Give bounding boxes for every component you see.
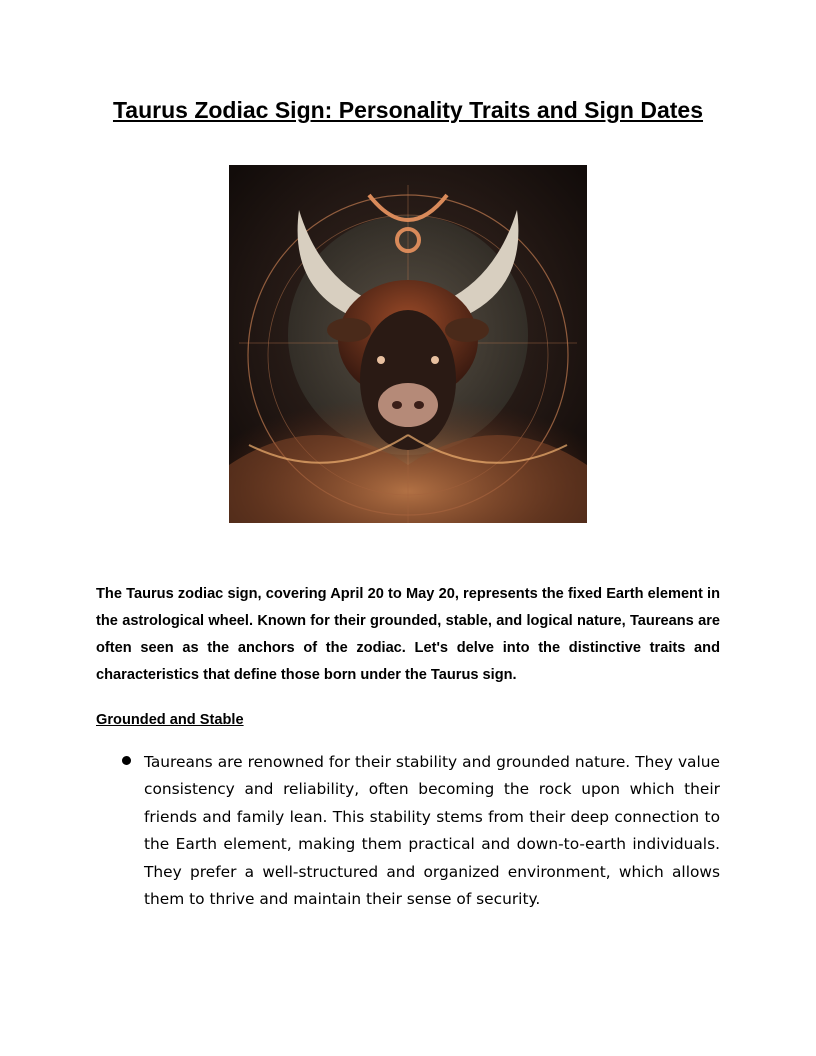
bullet-list [96,749,720,913]
list-item [96,749,720,913]
section-heading: Grounded and Stable [96,712,244,728]
bullet-icon [122,756,131,765]
taurus-bull-image [229,165,587,523]
bullet-text: Taureans are renowned for their stability and grounded nature. They value consistency and reliability, often becoming the rock upon which their friends and family lean. This stability stems from their deep connection to the Earth element, making them practical and down-to-earth individuals. They prefer a well-structured and organized environment, which allows them to thrive and maintain their sense of security. [144,753,720,909]
intro-paragraph: The Taurus zodiac sign, covering April 20 to May 20, represents the fixed Earth element in the astrological wheel. Known for their grounded, stable, and logical nature, Taureans are often seen as the anchors of the zodiac. Let's delve into the distinctive traits and characteristics that define those born under the Taurus sign. [96,586,720,683]
page-title: Taurus Zodiac Sign: Personality Traits and Sign Dates [112,97,704,123]
